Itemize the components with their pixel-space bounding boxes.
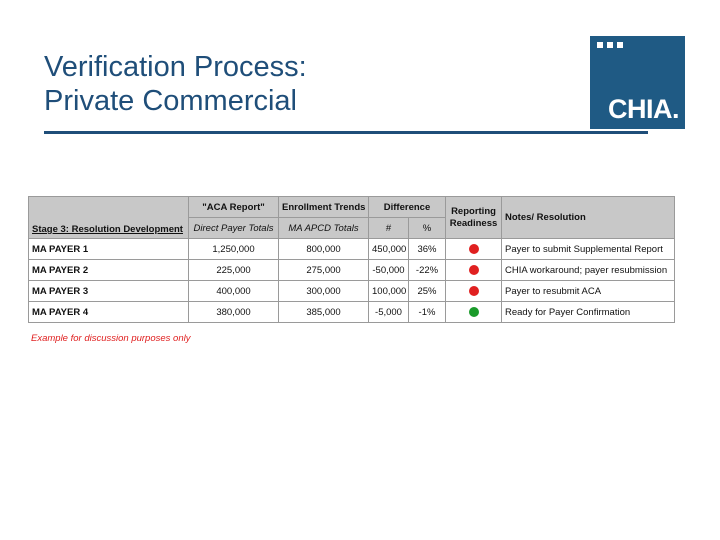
logo-dots [597,42,623,48]
header-ma-apcd-totals: MA APCD Totals [279,218,369,239]
aca-value: 1,250,000 [189,239,279,260]
resolution-note: CHIA workaround; payer resubmission [502,260,675,281]
payer-name: MA PAYER 2 [29,260,189,281]
apcd-value: 800,000 [279,239,369,260]
difference-percent: -22% [409,260,446,281]
resolution-table [28,196,675,323]
header-difference: Difference [369,197,446,218]
table-row [29,260,675,281]
footnote: Example for discussion purposes only [31,333,191,344]
difference-value: 450,000 [369,239,409,260]
difference-percent: 36% [409,239,446,260]
table-row [29,302,675,323]
logo-text: CHIA. [608,94,679,124]
header-enrollment-trends: Enrollment Trends [279,197,369,218]
status-green-dot-icon [469,307,479,317]
payer-name: MA PAYER 3 [29,281,189,302]
chia-logo [590,36,685,129]
resolution-note: Payer to submit Supplemental Report [502,239,675,260]
table-row [29,281,675,302]
title-underline [44,131,648,134]
slide-title-line2: Private Commercial [44,85,297,117]
table-row [29,239,675,260]
header-notes: Notes/ Resolution [502,197,675,239]
payer-name: MA PAYER 4 [29,302,189,323]
stage-label: Stage 3: Resolution Development [32,224,183,235]
slide-title [44,50,307,118]
status-red-dot-icon [469,265,479,275]
aca-value: 225,000 [189,260,279,281]
apcd-value: 385,000 [279,302,369,323]
apcd-value: 275,000 [279,260,369,281]
difference-value: -5,000 [369,302,409,323]
aca-value: 400,000 [189,281,279,302]
header-aca-report: "ACA Report" [189,197,279,218]
difference-value: -50,000 [369,260,409,281]
difference-percent: 25% [409,281,446,302]
payer-name: MA PAYER 1 [29,239,189,260]
header-direct-payer-totals: Direct Payer Totals [189,218,279,239]
slide-title-line1: Verification Process: [44,51,307,83]
resolution-note: Ready for Payer Confirmation [502,302,675,323]
status-red-dot-icon [469,244,479,254]
difference-percent: -1% [409,302,446,323]
aca-value: 380,000 [189,302,279,323]
apcd-value: 300,000 [279,281,369,302]
resolution-note: Payer to resubmit ACA [502,281,675,302]
status-red-dot-icon [469,286,479,296]
header-hash: # [369,218,409,239]
header-reporting-readiness: Reporting Readiness [446,197,502,239]
header-percent: % [409,218,446,239]
difference-value: 100,000 [369,281,409,302]
